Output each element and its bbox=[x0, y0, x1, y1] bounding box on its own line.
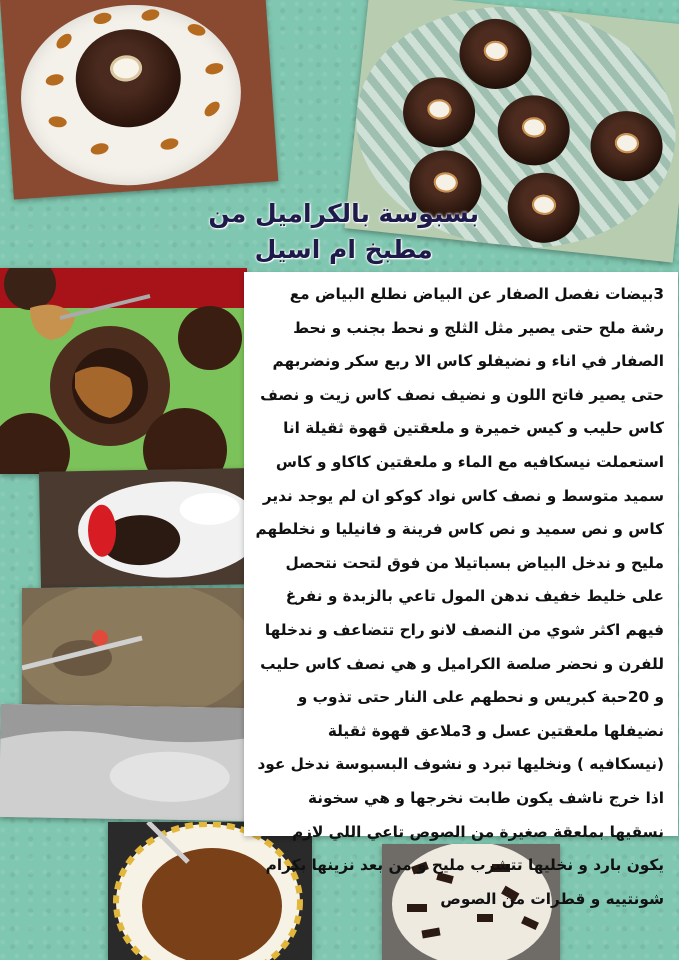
recipe-line: اذا خرج ناشف يكون طابت نخرجها و هي سخونة bbox=[307, 788, 664, 807]
recipe-line: على خليط خفيف ندهن المول تاعي بالزبدة و نفرغ bbox=[285, 587, 664, 606]
caramel-pouring-image bbox=[0, 268, 247, 474]
recipe-line: كاس و نص سميد و نص كاس فرينة و فانيليا و نخلطهم bbox=[255, 520, 664, 539]
recipe-line: حتى يصير فاتح اللون و نضيف نصف كاس زيت و نصف bbox=[260, 385, 664, 404]
light-batter-image bbox=[0, 704, 249, 821]
batter-mixing-image bbox=[22, 588, 248, 712]
recipe-line: كاس حليب و كيس خميرة و ملعقتين قهوة ثقيلة انا bbox=[283, 419, 664, 438]
recipe-text bbox=[244, 272, 678, 916]
egg-whites-photo bbox=[39, 468, 251, 588]
title-line-1: بسبوسة بالكراميل من bbox=[208, 199, 479, 228]
recipe-line: يكون بارد و نخليها تتشرب مليح و من بعد نزينها بكرام bbox=[265, 856, 664, 875]
recipe-title bbox=[208, 196, 479, 268]
recipe-line: رشة ملح حتى يصير مثل الثلج و نحط بجنب و نحط bbox=[293, 318, 664, 337]
batter-mixing-photo bbox=[22, 588, 248, 712]
recipe-line: استعملت نيسكافيه مع الماء و ملعقتين كاكاو و كاس bbox=[275, 452, 664, 471]
caramel-pouring-photo bbox=[0, 268, 247, 474]
recipe-line: فيهم اكثر شوي من النصف لانو راح تتضاعف و ندخلها bbox=[264, 620, 664, 639]
recipe-line: للفرن و نحضر صلصة الكراميل و هي نصف كاس حليب bbox=[260, 654, 664, 673]
cake-plate-photo bbox=[0, 0, 278, 200]
recipe-line: و 20حبة كبريس و نحطهم على النار حتى تذوب و bbox=[297, 688, 664, 707]
recipe-line: (نيسكافيه ) ونخليها تبرد و نشوف البسبوسة ندخل عود bbox=[257, 755, 664, 774]
recipe-line: الصفار في اناء و نضيفلو كاس الا ربع سكر ونضربهم bbox=[272, 352, 664, 371]
recipe-line: سميد متوسط و نصف كاس نواد كوكو ان لم يوجد ندير bbox=[262, 486, 664, 505]
egg-whites-image bbox=[39, 468, 251, 588]
recipe-line: نسقيها بملعقة صغيرة من الصوص تاعي اللي لازم bbox=[291, 822, 664, 841]
recipe-card bbox=[244, 272, 678, 908]
recipe-line: مليح و ندخل البياض بسباتيلا من فوق لتحت نتحصل bbox=[285, 553, 664, 572]
title-line-2: مطبخ ام اسيل bbox=[254, 235, 433, 264]
recipe-line: نضيفلها ملعقتين عسل و 3ملاعق قهوة ثقيلة bbox=[327, 721, 664, 740]
recipe-line: 3بيضات نفصل الصفار عن البياض نطلع البياض مع bbox=[289, 285, 664, 303]
recipe-line: شونتييه و قطرات من الصوص bbox=[440, 889, 664, 908]
light-batter-photo bbox=[0, 704, 249, 821]
